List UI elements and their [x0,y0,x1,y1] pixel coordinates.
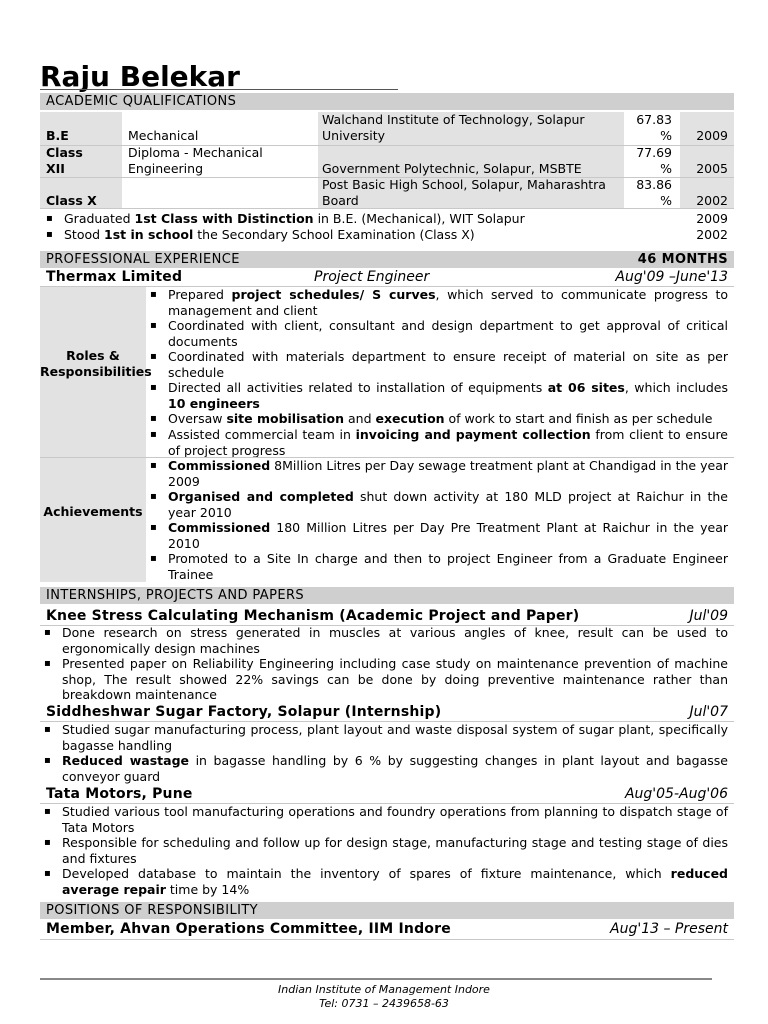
bullet-icon: ▪ [44,724,51,735]
achievement-year: 2002 [696,227,728,242]
job-role: Project Engineer [314,269,430,285]
achievements-label-cell [40,458,146,582]
academic-year: 2009 [696,128,728,143]
job-period: Aug'09 –June'13 [615,269,728,285]
project-date: Jul'09 [689,608,728,624]
academic-degree: Class X [46,193,97,208]
section-internships [40,587,734,604]
section-academic-title: ACADEMIC QUALIFICATIONS [46,94,237,109]
academic-stream: Diploma - Mechanical Engineering [128,145,263,176]
academic-score: 67.83 % [636,112,672,143]
bullet-icon: ▪ [44,806,51,817]
role-item: ▪ Coordinated with client, consultant and design department to get approval of critical documents [150,318,728,349]
project-bullet: ▪ Responsible for scheduling and follow up for design stage, manufacturing stage and testing stage of dies and fixtures [44,835,728,866]
achievement-item: ▪ Commissioned 180 Million Litres per Day Pre Treatment Plant at Raichur in the year 2010 [150,520,728,551]
bullet-icon: ▪ [150,553,157,564]
section-internships-title: INTERNSHIPS, PROJECTS AND PAPERS [46,588,305,603]
achievement-item: ▪ Promoted to a Site In charge and then to project Engineer from a Graduate Engineer Trainee [150,551,728,582]
bullet-icon: ▪ [150,320,157,331]
achievement-item: ▪ Organised and completed shut down activity at 180 MLD project at Raichur in the year 2010 [150,489,728,520]
position-title: Member, Ahvan Operations Committee, IIM Indore [46,921,451,937]
project-header [46,703,728,721]
project-bullet: ▪ Studied sugar manufacturing process, plant layout and waste disposal system of sugar plant, specifically bagasse handling [44,722,728,753]
bullet-icon: ▪ [44,868,51,879]
footer-institute: Indian Institute of Management Indore [278,983,490,996]
bullet-icon: ▪ [150,491,157,502]
bullet-icon: ▪ [150,413,157,424]
experience-duration: 46 MONTHS [637,252,728,267]
academic-degree: Class XII [46,145,83,176]
name-underline [40,89,398,90]
academic-institute: Post Basic High School, Solapur, Maharashtra Board [322,177,606,208]
company-name: Thermax Limited [46,269,183,285]
section-academic [40,93,734,110]
project-bullet: ▪ Studied various tool manufacturing operations and foundry operations from planning to dispatch stage of Tata Motors [44,804,728,835]
position-date: Aug'13 – Present [610,921,728,937]
achievements-label: Achievements [43,504,143,519]
section-positions [40,902,734,919]
position-header [46,920,728,938]
candidate-name: Raju Belekar [40,60,240,93]
section-experience-title: PROFESSIONAL EXPERIENCE [46,252,240,267]
project-date: Jul'07 [689,704,728,720]
experience-header [46,268,728,286]
roles-label: Roles & Responsibilities [40,348,152,379]
role-item: ▪ Assisted commercial team in invoicing and payment collection from client to ensure of project progress [150,427,729,458]
project-title: Tata Motors, Pune [46,786,193,802]
project-title: Siddheshwar Sugar Factory, Solapur (Internship) [46,704,442,720]
bullet-icon: ▪ [44,658,51,669]
role-item: ▪ Directed all activities related to installation of equipments at 06 sites, which includes 10 engineers [150,380,728,411]
divider [40,939,734,940]
role-item: ▪ Prepared project schedules/ S curves, which served to communicate progress to management and client [150,287,728,318]
footer-rule [40,978,712,980]
bullet-icon: ▪ [150,429,157,440]
academic-achievement: ▪ Stood 1st in school the Secondary School Examination (Class X) [46,227,475,242]
achievement-year: 2009 [696,211,728,226]
role-item: ▪ Oversaw site mobilisation and execution of work to start and finish as per schedule [150,411,713,426]
bullet-icon: ▪ [46,229,53,240]
academic-institute: Walchand Institute of Technology, Solapur University [322,112,585,143]
bullet-icon: ▪ [150,382,157,393]
project-bullet: ▪ Developed database to maintain the inventory of spares of fixture maintenance, which reduced average repair time by 14% [44,866,728,897]
bullet-icon: ▪ [150,522,157,533]
bullet-icon: ▪ [150,351,157,362]
section-positions-title: POSITIONS OF RESPONSIBILITY [46,903,259,918]
project-bullet: ▪ Reduced wastage in bagasse handling by 6 % by suggesting changes in plant layout and bagasse conveyor guard [44,753,728,784]
bullet-icon: ▪ [44,837,51,848]
academic-year: 2005 [696,161,728,176]
project-bullet: ▪ Presented paper on Reliability Engineering including case study on maintenance prevention of machine shop, The result showed 22% savings can be done by doing preventive maintenance rather than breakdown maintenance [44,656,728,702]
achievement-item: ▪ Commissioned 8Million Litres per Day sewage treatment plant at Chandigad in the year 2009 [150,458,728,489]
bullet-icon: ▪ [44,627,51,638]
footer-phone: Tel: 0731 – 2439658-63 [319,997,449,1010]
section-experience [40,251,734,268]
academic-degree: B.E [46,128,69,143]
academic-score: 77.69 % [636,145,672,176]
bullet-icon: ▪ [46,213,53,224]
bullet-icon: ▪ [150,460,157,471]
project-header [46,785,728,803]
academic-achievement: ▪ Graduated 1st Class with Distinction in B.E. (Mechanical), WIT Solapur [46,211,525,226]
bullet-icon: ▪ [150,289,157,300]
academic-year: 2002 [696,193,728,208]
role-item: ▪ Coordinated with materials department to ensure receipt of material on site as per schedule [150,349,728,380]
academic-institute: Government Polytechnic, Solapur, MSBTE [322,161,582,176]
project-date: Aug'05-Aug'06 [624,786,728,802]
academic-stream: Mechanical [128,128,199,143]
project-bullet: ▪ Done research on stress generated in muscles at various angles of knee, result can be used to ergonomically design machines [44,625,728,656]
bullet-icon: ▪ [44,755,51,766]
academic-score: 83.86 % [636,177,672,208]
project-header [46,607,728,625]
project-title: Knee Stress Calculating Mechanism (Academic Project and Paper) [46,608,580,624]
